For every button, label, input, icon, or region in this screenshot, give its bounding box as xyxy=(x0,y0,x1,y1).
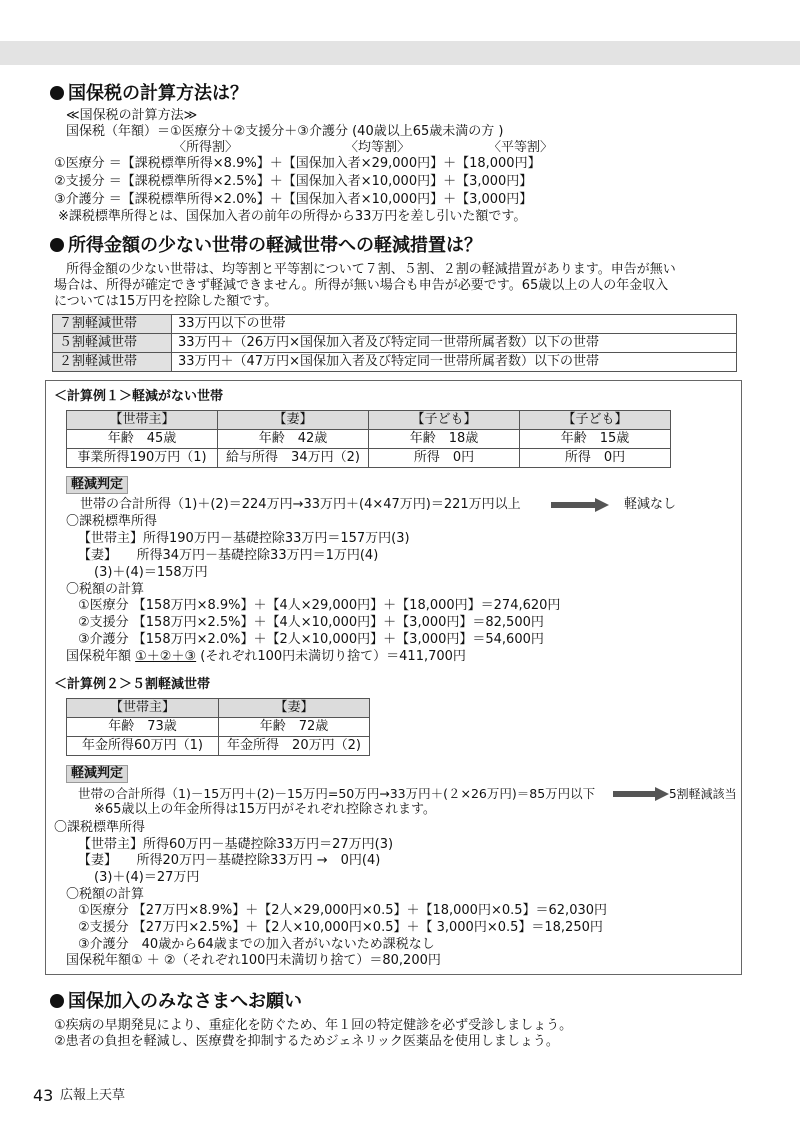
page-number: 43 xyxy=(33,1086,54,1105)
row-value: 33万円以下の世帯 xyxy=(172,315,737,334)
reduction-para-2: 場合は、所得が確定できず軽減できません。所得が無い場合も申告が必要です。65歳以上の人の年金収入 xyxy=(54,278,669,293)
header-cell: 【妻】 xyxy=(219,699,370,718)
example1-judge: 世帯の合計所得（1)＋(2)＝224万円→33万円＋(4×47万円)＝221万円以上 xyxy=(80,497,521,512)
row-value: 33万円＋（26万円×国保加入者及び特定同一世帯所属者数）以下の世帯 xyxy=(172,334,737,353)
age-cell: 年齢 73歳 xyxy=(67,718,219,737)
example1-total: 国保税年額 ①＋②＋③ (それぞれ100円未満切り捨て）＝411,700円 xyxy=(66,649,466,664)
header-cell: 【子ども】 xyxy=(520,411,671,430)
example2-table xyxy=(66,698,370,756)
row-label: ７割軽減世帯 xyxy=(53,315,172,334)
example2-line: ②支援分 【27万円×2.5%】＋【2人×10,000円×0.5】＋【 3,000円×0.5】＝18,250円 xyxy=(78,920,603,935)
table-row xyxy=(67,737,370,756)
bullet-icon xyxy=(50,994,64,1008)
example2-judge: 世帯の合計所得（1)－15万円＋(2)－15万円=50万円→33万円＋(２×26万円)＝85万円以下 xyxy=(78,786,596,801)
header-cell: 【子ども】 xyxy=(369,411,520,430)
example2-line: (3)＋(4)＝27万円 xyxy=(94,870,200,885)
example2-note: ※65歳以上の年金所得は15万円がそれぞれ控除されます。 xyxy=(94,802,436,817)
section-title-calc: 国保税の計算方法は？ xyxy=(50,83,248,105)
reduction-para-1: 所得金額の少ない世帯は、均等割と平等割について７割、５割、２割の軽減措置があります。申告が無い xyxy=(66,262,676,277)
arrow-icon xyxy=(551,498,609,512)
calc-heading: ≪国保税の計算方法≫ xyxy=(66,108,198,123)
example2-title: ＜計算例２＞５割軽減世帯 xyxy=(54,677,211,692)
formula-care: ③介護分 ＝【課税標準所得×2.0%】＋【国保加入者×10,000円】＋【3,000円】 xyxy=(54,192,533,207)
example2-line: 【妻】 所得20万円－基礎控除33万円 → 0円(4) xyxy=(78,853,381,868)
table-row xyxy=(67,430,671,449)
section-title-reduction: 所得金額の少ない世帯の軽減世帯への軽減措置は？ xyxy=(50,235,482,257)
example1-line: ①医療分 【158万円×8.9%】＋【4人×29,000円】＋【18,000円】＝274,620円 xyxy=(78,598,561,613)
table-row xyxy=(53,353,737,372)
income-cell: 所得 0円 xyxy=(369,449,520,468)
judge-tag: 軽減判定 xyxy=(66,476,128,494)
income-cell: 事業所得190万円（1) xyxy=(67,449,218,468)
bullet-icon xyxy=(50,238,64,252)
header-cell: 【世帯主】 xyxy=(67,699,219,718)
section-title-request: 国保加入のみなさまへお願い xyxy=(50,991,302,1013)
example2-line: 〇税額の計算 xyxy=(66,887,145,902)
table-row xyxy=(53,315,737,334)
table-row xyxy=(67,411,671,430)
bullet-icon xyxy=(50,86,64,100)
age-cell: 年齢 18歳 xyxy=(369,430,520,449)
row-label: ５割軽減世帯 xyxy=(53,334,172,353)
example1-line: 【世帯主】所得190万円－基礎控除33万円＝157万円(3) xyxy=(78,531,410,546)
calc-note: ※課税標準所得とは、国保加入者の前年の所得から33万円を差し引いた額です。 xyxy=(58,209,527,224)
judge-tag: 軽減判定 xyxy=(66,765,128,783)
label-flat-share: 〈平等割〉 xyxy=(488,140,554,155)
example2-total: 国保税年額① ＋ ②（それぞれ100円未満切り捨て）＝80,200円 xyxy=(66,953,441,968)
reduction-para-3: については15万円を控除した額です。 xyxy=(54,294,278,309)
row-label: ２割軽減世帯 xyxy=(53,353,172,372)
example1-line: 〇税額の計算 xyxy=(66,582,145,597)
example2-result: 5割軽減該当 xyxy=(669,787,737,801)
publication-name: 広報上天草 xyxy=(60,1088,126,1103)
example1-table xyxy=(66,410,671,468)
example2-line: ①医療分 【27万円×8.9%】＋【2人×29,000円×0.5】＋【18,000円×0.5】＝62,030円 xyxy=(78,903,608,918)
label-income-share: 〈所得割〉 xyxy=(173,140,239,155)
income-cell: 給与所得 34万円（2) xyxy=(218,449,369,468)
formula-medical: ①医療分 ＝【課税標準所得×8.9%】＋【国保加入者×29,000円】＋【18,000円】 xyxy=(54,156,541,171)
header-cell: 【妻】 xyxy=(218,411,369,430)
table-row xyxy=(67,718,370,737)
example2-line: 【世帯主】所得60万円－基礎控除33万円＝27万円(3) xyxy=(78,837,394,852)
header-band xyxy=(0,41,800,65)
header-cell: 【世帯主】 xyxy=(67,411,218,430)
age-cell: 年齢 42歳 xyxy=(218,430,369,449)
request-line-2: ②患者の負担を軽減し、医療費を抑制するためジェネリック医薬品を使用しましょう。 xyxy=(54,1034,559,1049)
request-line-1: ①疾病の早期発見により、重症化を防ぐため、年１回の特定健診を必ず受診しましょう。 xyxy=(54,1018,573,1033)
example1-line: ③介護分 【158万円×2.0%】＋【2人×10,000円】＋【3,000円】＝54,600円 xyxy=(78,632,544,647)
label-equal-share: 〈均等割〉 xyxy=(345,140,411,155)
income-cell: 年金所得 20万円（2) xyxy=(219,737,370,756)
age-cell: 年齢 72歳 xyxy=(219,718,370,737)
example1-result: 軽減なし xyxy=(624,497,677,512)
example1-line: 【妻】 所得34万円－基礎控除33万円＝1万円(4) xyxy=(78,548,379,563)
income-cell: 年金所得60万円（1) xyxy=(67,737,219,756)
example2-line: ③介護分 40歳から64歳までの加入者がいないため課税なし xyxy=(78,937,435,952)
example1-line: (3)＋(4)＝158万円 xyxy=(94,565,208,580)
example1-line: 〇課税標準所得 xyxy=(66,514,158,529)
table-row xyxy=(67,699,370,718)
example1-title: ＜計算例１＞軽減がない世帯 xyxy=(54,389,224,404)
row-value: 33万円＋（47万円×国保加入者及び特定同一世帯所属者数）以下の世帯 xyxy=(172,353,737,372)
income-cell: 所得 0円 xyxy=(520,449,671,468)
table-row xyxy=(53,334,737,353)
table-row xyxy=(67,449,671,468)
calc-formula: 国保税（年額）＝①医療分＋②支援分＋③介護分 (40歳以上65歳未満の方 ) xyxy=(66,124,504,139)
example1-line: ②支援分 【158万円×2.5%】＋【4人×10,000円】＋【3,000円】＝82,500円 xyxy=(78,615,544,630)
age-cell: 年齢 45歳 xyxy=(67,430,218,449)
reduction-table xyxy=(52,314,737,372)
age-cell: 年齢 15歳 xyxy=(520,430,671,449)
example2-line: 〇課税標準所得 xyxy=(54,820,146,835)
arrow-icon xyxy=(613,787,669,801)
formula-support: ②支援分 ＝【課税標準所得×2.5%】＋【国保加入者×10,000円】＋【3,000円】 xyxy=(54,174,533,189)
